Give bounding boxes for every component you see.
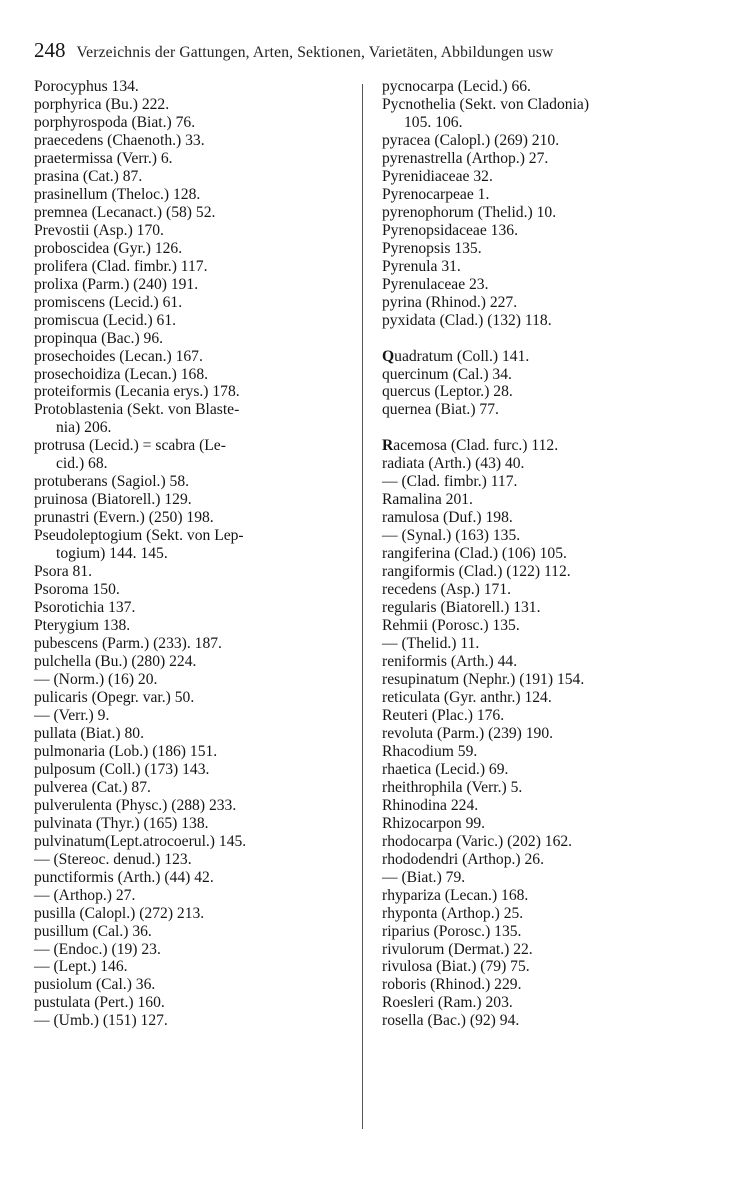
index-entry: quercus (Leptor.) 28. bbox=[382, 383, 513, 401]
index-entry: Rhinodina 224. bbox=[382, 796, 479, 814]
index-entry: prunastri (Evern.) (250) 198. bbox=[34, 509, 214, 527]
index-entry: pruinosa (Biatorell.) 129. bbox=[34, 491, 192, 509]
page-header bbox=[34, 38, 724, 68]
index-entry: protrusa (Lecid.) = scabra (Le- bbox=[34, 437, 226, 455]
index-entry: propinqua (Bac.) 96. bbox=[34, 329, 164, 347]
index-entry: Psoroma 150. bbox=[34, 581, 120, 599]
index-entry: Psorotichia 137. bbox=[34, 599, 136, 617]
index-entry: Pyrenopsis 135. bbox=[382, 239, 482, 257]
index-entry: prosechoides (Lecan.) 167. bbox=[34, 347, 203, 365]
index-entry: praecedens (Chaenoth.) 33. bbox=[34, 131, 205, 149]
index-entry: rivulorum (Dermat.) 22. bbox=[382, 940, 533, 958]
index-entry: promiscua (Lecid.) 61. bbox=[34, 311, 177, 329]
index-entry: rhododendri (Arthop.) 26. bbox=[382, 850, 544, 868]
index-entry: — (Synal.) (163) 135. bbox=[382, 527, 521, 545]
index-entry: promiscens (Lecid.) 61. bbox=[34, 293, 183, 311]
index-entry: prosechoidiza (Lecan.) 168. bbox=[34, 365, 209, 383]
index-entry: rangiferina (Clad.) (106) 105. bbox=[382, 545, 567, 563]
index-entry: proteiformis (Lecania erys.) 178. bbox=[34, 383, 240, 401]
index-entry: pulverulenta (Physc.) (288) 233. bbox=[34, 796, 237, 814]
index-entry: regularis (Biatorell.) 131. bbox=[382, 599, 541, 617]
index-entry: pulchella (Bu.) (280) 224. bbox=[34, 653, 197, 670]
index-entry: praetermissa (Verr.) 6. bbox=[34, 149, 173, 167]
index-entry: — (Stereoc. denud.) 123. bbox=[34, 850, 192, 868]
index-entry: riparius (Porosc.) 135. bbox=[382, 922, 522, 940]
index-entry: Pyrenidiaceae 32. bbox=[382, 167, 493, 185]
index-entry: pullata (Biat.) 80. bbox=[34, 724, 144, 742]
index-entry: pyrina (Rhinod.) 227. bbox=[382, 293, 518, 311]
index-entry: prolixa (Parm.) (240) 191. bbox=[34, 275, 199, 293]
index-entry: pyrenophorum (Thelid.) 10. bbox=[382, 203, 557, 221]
index-entry: 105. 106. bbox=[404, 113, 463, 131]
index-entry: resupinatum (Nephr.) (191) 154. bbox=[382, 670, 585, 688]
index-entry: — (Endoc.) (19) 23. bbox=[34, 940, 161, 958]
index-entry: revoluta (Parm.) (239) 190. bbox=[382, 724, 554, 742]
index-entry: pulposum (Coll.) (173) 143. bbox=[34, 760, 210, 778]
index-entry: Pyrenula 31. bbox=[382, 257, 461, 275]
index-entry: rhaetica (Lecid.) 69. bbox=[382, 760, 509, 778]
running-title: Verzeichnis der Gattungen, Arten, Sektionen, Varietäten, Abbildungen usw bbox=[76, 44, 554, 61]
index-entry: pusilla (Calopl.) (272) 213. bbox=[34, 904, 205, 922]
index-entry: rhodocarpa (Varic.) (202) 162. bbox=[382, 832, 573, 850]
index-entry: quernea (Biat.) 77. bbox=[382, 401, 499, 419]
index-entry: rhyponta (Arthop.) 25. bbox=[382, 904, 524, 922]
index-entry: reticulata (Gyr. anthr.) 124. bbox=[382, 688, 552, 706]
index-entry: Pycnothelia (Sekt. von Cladonia) bbox=[382, 95, 590, 113]
index-entry: pyrenastrella (Arthop.) 27. bbox=[382, 149, 549, 167]
index-column-right bbox=[382, 78, 734, 1030]
index-entry: pusillum (Cal.) 36. bbox=[34, 922, 152, 940]
index-entry: — (Verr.) 9. bbox=[34, 706, 110, 724]
index-entry: roboris (Rhinod.) 229. bbox=[382, 976, 522, 994]
index-entry: pusiolum (Cal.) 36. bbox=[34, 976, 156, 994]
index-entry: pulmonaria (Lob.) (186) 151. bbox=[34, 742, 218, 760]
index-entry: Porocyphus 134. bbox=[34, 78, 139, 95]
index-column-left bbox=[34, 78, 354, 1030]
index-entry: Roesleri (Ram.) 203. bbox=[382, 994, 513, 1012]
index-entry: prolifera (Clad. fimbr.) 117. bbox=[34, 257, 208, 275]
index-entry: rangiformis (Clad.) (122) 112. bbox=[382, 563, 571, 581]
index-entry: porphyrospoda (Biat.) 76. bbox=[34, 113, 196, 131]
index-entry: pyracea (Calopl.) (269) 210. bbox=[382, 131, 560, 149]
index-entry: Reuteri (Plac.) 176. bbox=[382, 706, 505, 724]
index-entry: Pyrenopsidaceae 136. bbox=[382, 221, 518, 239]
index-entry: — (Lept.) 146. bbox=[34, 958, 128, 976]
index-entry: rivulosa (Biat.) (79) 75. bbox=[382, 958, 530, 976]
index-entry: — (Arthop.) 27. bbox=[34, 886, 136, 904]
page-number: 248 bbox=[34, 38, 66, 62]
index-entry: — (Clad. fimbr.) 117. bbox=[382, 473, 518, 491]
index-entry: cid.) 68. bbox=[56, 455, 108, 473]
index-entry: ramulosa (Duf.) 198. bbox=[382, 509, 513, 527]
index-entry: pyxidata (Clad.) (132) 118. bbox=[382, 311, 552, 329]
index-entry: pycnocarpa (Lecid.) 66. bbox=[382, 78, 531, 95]
index-entry: rosella (Bac.) (92) 94. bbox=[382, 1012, 520, 1030]
index-entry: Quadratum (Coll.) 141. bbox=[382, 347, 530, 365]
index-entry: quercinum (Cal.) 34. bbox=[382, 365, 512, 383]
column-divider bbox=[362, 84, 363, 1129]
index-entry: Racemosa (Clad. furc.) 112. bbox=[382, 437, 559, 455]
index-entry: Rhizocarpon 99. bbox=[382, 814, 486, 832]
index-entry: proboscidea (Gyr.) 126. bbox=[34, 239, 183, 257]
section-gap bbox=[382, 330, 734, 348]
index-entry: prasina (Cat.) 87. bbox=[34, 167, 143, 185]
index-entry: — (Biat.) 79. bbox=[382, 868, 466, 886]
index-entry: pulicaris (Opegr. var.) 50. bbox=[34, 688, 195, 706]
index-entry: Pyrenocarpeae 1. bbox=[382, 185, 490, 203]
index-entry: Protoblastenia (Sekt. von Blaste- bbox=[34, 401, 240, 419]
section-gap bbox=[382, 419, 734, 437]
index-entry: Rhacodium 59. bbox=[382, 742, 478, 760]
index-entry: pubescens (Parm.) (233). 187. bbox=[34, 635, 222, 653]
index-entry: — (Norm.) (16) 20. bbox=[34, 670, 158, 688]
index-entry: prasinellum (Theloc.) 128. bbox=[34, 185, 201, 203]
index-entry: Pterygium 138. bbox=[34, 617, 131, 635]
index-entry: protuberans (Sagiol.) 58. bbox=[34, 473, 190, 491]
index-entry: Rehmii (Porosc.) 135. bbox=[382, 617, 520, 635]
index-entry: pustulata (Pert.) 160. bbox=[34, 994, 165, 1012]
index-entry: reniformis (Arth.) 44. bbox=[382, 653, 518, 670]
index-entry: togium) 144. 145. bbox=[56, 545, 168, 563]
index-entry: nia) 206. bbox=[56, 419, 112, 437]
index-entry: pulverea (Cat.) 87. bbox=[34, 778, 151, 796]
index-entry: rheithrophila (Verr.) 5. bbox=[382, 778, 523, 796]
index-entry: — (Thelid.) 11. bbox=[382, 635, 480, 653]
index-entry: premnea (Lecanact.) (58) 52. bbox=[34, 203, 216, 221]
index-entry: porphyrica (Bu.) 222. bbox=[34, 95, 170, 113]
index-entry: Prevostii (Asp.) 170. bbox=[34, 221, 164, 239]
index-entry: radiata (Arth.) (43) 40. bbox=[382, 455, 525, 473]
index-entry: Psora 81. bbox=[34, 563, 93, 581]
index-entry: Pseudoleptogium (Sekt. von Lep- bbox=[34, 527, 244, 545]
index-entry: Ramalina 201. bbox=[382, 491, 473, 509]
index-entry: recedens (Asp.) 171. bbox=[382, 581, 512, 599]
index-entry: Pyrenulaceae 23. bbox=[382, 275, 489, 293]
index-entry: pulvinata (Thyr.) (165) 138. bbox=[34, 814, 209, 832]
index-entry: — (Umb.) (151) 127. bbox=[34, 1012, 168, 1030]
index-entry: punctiformis (Arth.) (44) 42. bbox=[34, 868, 214, 886]
index-entry: rhypariza (Lecan.) 168. bbox=[382, 886, 529, 904]
index-entry: pulvinatum(Lept.atrocoerul.) 145. bbox=[34, 832, 247, 850]
